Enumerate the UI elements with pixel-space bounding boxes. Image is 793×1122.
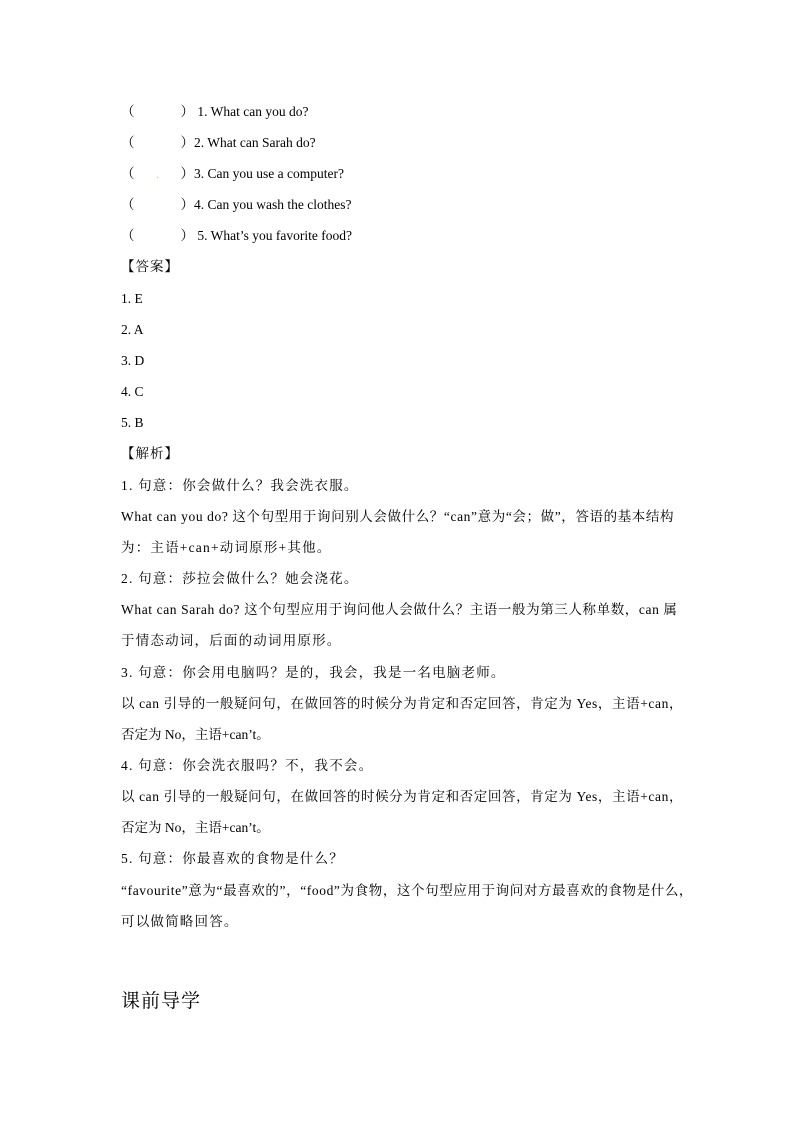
question-1-text: 1. What can you do? — [197, 104, 309, 119]
question-3-text: 3. Can you use a computer? — [194, 166, 344, 181]
analysis-line-10: 4. 句意：你会洗衣服吗？不，我不会。 — [121, 758, 374, 773]
analysis-line-13: 5. 句意：你最喜欢的食物是什么？ — [121, 851, 344, 866]
question-3 — [121, 166, 344, 183]
analysis-line-7: 3. 句意：你会用电脑吗？是的，我会，我是一名电脑老师。 — [121, 665, 506, 680]
section-heading: 课前导学 — [121, 990, 202, 1012]
analysis-line-4: 2. 句意：莎拉会做什么？她会浇花。 — [121, 571, 359, 586]
analysis-heading: 【解析】 — [121, 446, 179, 461]
question-4-close-paren: ） — [180, 197, 194, 212]
question-2-close-paren: ） — [180, 135, 194, 150]
question-1 — [121, 104, 308, 120]
analysis-line-5: What can Sarah do? 这个句型应用于询问他人会做什么？主语一般为第三人称单数，can 属 — [121, 602, 678, 617]
question-4 — [121, 197, 351, 213]
analysis-line-6: 于情态动词，后面的动词用原形。 — [121, 633, 342, 648]
question-2-text: 2. What can Sarah do? — [194, 135, 316, 150]
analysis-line-11: 以 can 引导的一般疑问句，在做回答的时候分为肯定和否定回答，肯定为 Yes，主语+can， — [121, 789, 684, 804]
analysis-line-1: 1. 句意：你会做什么？我会洗衣服。 — [121, 478, 359, 493]
answer-heading: 【答案】 — [121, 259, 179, 274]
question-1-close-paren: ） — [180, 104, 194, 119]
question-3-close-paren: ） — [180, 166, 194, 181]
analysis-line-2: What can you do? 这个句型用于询问别人会做什么？“can”意为“会；做”，答语的基本结构 — [121, 509, 675, 524]
analysis-line-15: 可以做简略回答。 — [121, 914, 239, 929]
question-5 — [121, 228, 352, 244]
analysis-line-14: “favourite”意为“最喜欢的”，“food”为食物，这个句型应用于询问对方最喜欢的食物是什么， — [121, 883, 694, 898]
analysis-line-9: 否定为 No，主语+can’t。 — [121, 727, 270, 742]
question-5-close-paren: ） — [180, 228, 194, 243]
question-4-open-paren: （ — [121, 197, 135, 212]
question-5-text: 5. What’s you favorite food? — [197, 228, 352, 243]
question-3-answer-blank: . — [156, 169, 159, 181]
analysis-line-3: 为：主语+can+动词原形+其他。 — [121, 540, 332, 555]
question-2-open-paren: （ — [121, 135, 135, 150]
analysis-line-8: 以 can 引导的一般疑问句，在做回答的时候分为肯定和否定回答，肯定为 Yes，主语+can， — [121, 696, 684, 711]
question-3-open-paren: （ — [121, 166, 135, 181]
question-1-open-paren: （ — [121, 104, 135, 119]
analysis-line-12: 否定为 No，主语+can’t。 — [121, 820, 270, 835]
question-4-text: 4. Can you wash the clothes? — [194, 197, 352, 212]
question-2 — [121, 135, 316, 151]
answer-5: 5. B — [121, 415, 144, 430]
answer-1: 1. E — [121, 291, 143, 306]
answer-2: 2. A — [121, 322, 144, 337]
answer-4: 4. C — [121, 384, 144, 399]
question-5-open-paren: （ — [121, 228, 135, 243]
answer-3: 3. D — [121, 353, 145, 368]
